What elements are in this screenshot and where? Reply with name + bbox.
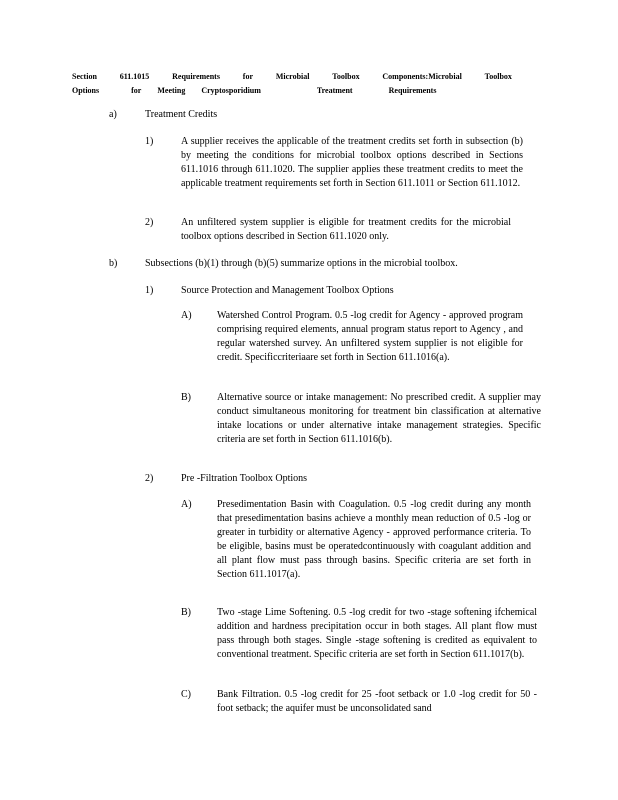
subsection-b-title: Subsections (b)(1) through (b)(5) summarize options in the microbial toolbox. bbox=[145, 258, 458, 269]
heading-word: Section bbox=[72, 72, 97, 81]
heading-word: Requirements bbox=[172, 72, 220, 81]
heading-word: Components:Microbial bbox=[382, 72, 462, 81]
heading-word: for bbox=[242, 72, 254, 81]
section-heading bbox=[72, 70, 512, 98]
heading-word: Treatment bbox=[316, 86, 353, 95]
b1A-marker: A) bbox=[181, 310, 192, 321]
subsection-a-title: Treatment Credits bbox=[145, 109, 218, 120]
subsection-a-marker: a) bbox=[109, 109, 117, 120]
b2-title: Pre -Filtration Toolbox Options bbox=[181, 473, 308, 484]
a1-text: A supplier receives the applicable of the treatment credits set forth in subsection (b) by meeting the conditions for microbial toolbox options described in Sections 611.1016 through 611.1020. The supplier applies these treatment credits to meet the applicable treatment requirements set forth in Section 611.1011 or Section 611.1012. bbox=[181, 136, 523, 189]
a2-marker: 2) bbox=[145, 217, 154, 228]
b2A-marker: A) bbox=[181, 499, 192, 510]
b2-marker: 2) bbox=[145, 473, 154, 484]
b1-title: Source Protection and Management Toolbox Options bbox=[181, 285, 394, 296]
heading-word: Options bbox=[72, 86, 100, 95]
subsection-b-marker: b) bbox=[109, 258, 118, 269]
a1-marker: 1) bbox=[145, 136, 154, 147]
b1-marker: 1) bbox=[145, 285, 154, 296]
heading-word: Requirements bbox=[388, 86, 437, 95]
b2C-text: Bank Filtration. 0.5 -log credit for 25 -foot setback or 1.0 -log credit for 50 -foot setback; the aquifer must be unconsolidated sand bbox=[217, 689, 537, 714]
heading-word: Toolbox bbox=[484, 72, 512, 81]
b1A-text: Watershed Control Program. 0.5 -log credit for Agency - approved program comprising required elements, annual program status report to Agency , and regular watershed survey. An unfiltered system supplier is not eligible for credit. Specificcriteriaare set forth in Section 611.1016(a). bbox=[217, 310, 523, 363]
heading-word: for bbox=[131, 86, 142, 95]
a2-text: An unfiltered system supplier is eligible for treatment credits for the microbial toolbox options described in Section 611.1020 only. bbox=[181, 217, 511, 242]
heading-word: 611.1015 bbox=[119, 72, 150, 81]
b2B-marker: B) bbox=[181, 607, 191, 618]
heading-word: Cryptosporidium bbox=[201, 86, 261, 95]
b2A-text: Presedimentation Basin with Coagulation. 0.5 -log credit during any month that presedimentation basins achieve a monthly mean reduction of 0.5 -log or greater in turbidity or alternative Agency - approved performance criteria. To be eligible, basins must be operatedcontinuously with coagulant addition and all plant flow must pass through basins. Specific criteria are set forth in Section 611.1017(a). bbox=[217, 499, 531, 580]
b1B-marker: B) bbox=[181, 392, 191, 403]
heading-word: Meeting bbox=[157, 86, 186, 95]
heading-line-1 bbox=[72, 70, 512, 84]
heading-line-2 bbox=[72, 84, 512, 98]
b2B-text: Two -stage Lime Softening. 0.5 -log credit for two -stage softening ifchemical addition and hardness precipitation occur in both stages. All plant flow must pass through both stages. Single -stage softening is credited as equivalent to conventional treatment. Specific criteria are set forth in Section 611.1017(b). bbox=[217, 607, 537, 660]
heading-word: Toolbox bbox=[332, 72, 360, 81]
heading-word: Microbial bbox=[275, 72, 310, 81]
b2C-marker: C) bbox=[181, 689, 191, 700]
b1B-text: Alternative source or intake management: No prescribed credit. A supplier may conduct simultaneous monitoring for treatment bin classification at alternative intake locations or under alternative intake management strategies. Specific criteria are set forth in Section 611.1016(b). bbox=[217, 392, 541, 445]
